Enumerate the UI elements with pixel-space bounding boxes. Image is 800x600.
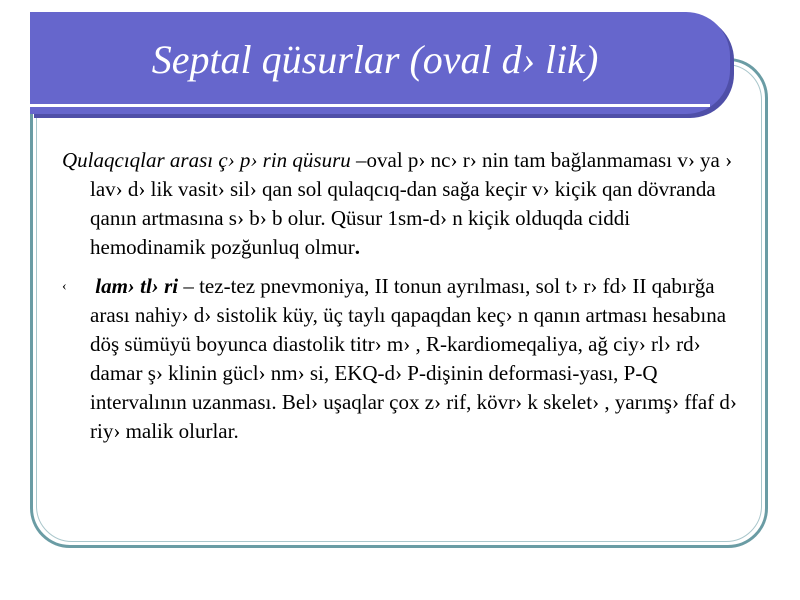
paragraph-lead: Qulaqcıqlar arası ç› p› rin qüsuru — [62, 148, 351, 172]
slide-body — [62, 146, 738, 446]
bullet-icon: ‹ — [62, 279, 67, 294]
slide-title: Septal qüsurlar (oval d› lik) — [151, 37, 599, 82]
paragraph-end-mark: . — [354, 235, 361, 259]
title-underline — [30, 104, 710, 107]
paragraph-septal-defect — [62, 146, 738, 262]
paragraph-text: –oval p› nc› r› nin tam bağlanmaması v› ya › lav› d› lik vasit› sil› qan sol qulaqcıq-dan sağa keçir v› kiçik qan dövranda qanın artmasına s› b› b olur. Qüsur 1sm-d› n kiçik olduqda ciddi hemodinamik pozğunluq olmur — [90, 148, 733, 259]
paragraph-lead: lam› tl› ri — [90, 274, 179, 298]
paragraph-text: – tez-tez pnevmoniya, II tonun ayrılması, sol t› r› fd› II qabırğa arası nahiy› d› sistolik küy, üç taylı qapaqdan keç› n qanın artması hesabına döş sümüyü boyunca diastolik titr› m› , R-kardiomeqaliya, ağ ciy› rl› rd› damar ş› klinin gücl› nm› si, EKQ-d› P-dişinin deformasi-yası, P-Q intervalının uzanması. Bel› uşaqlar çox z› rif, kövr› k skelet› , yarımş› ffaf d› riy› malik olurlar. — [90, 274, 737, 443]
paragraph-symptoms — [62, 272, 738, 446]
